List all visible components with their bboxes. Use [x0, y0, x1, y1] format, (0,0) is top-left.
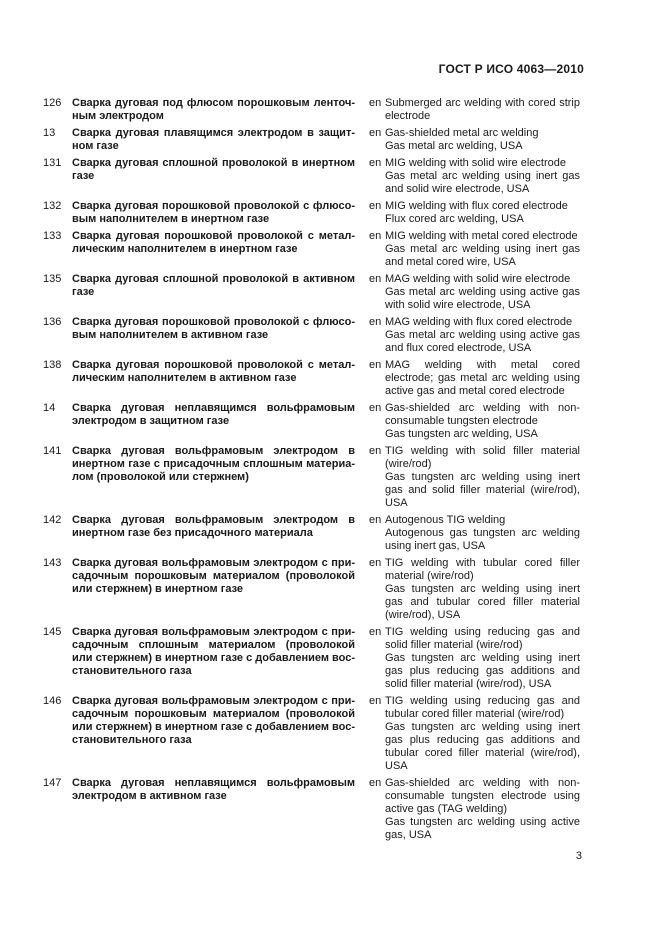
term-en-line: MAG welding with metal cored electrode; gas metal arc welding using active gas and metal cored electrode — [385, 359, 580, 397]
term-en-line: Gas tungsten arc welding using inert gas plus reducing gas additions and tubular cored filler material (wire/rod), USA — [385, 721, 580, 772]
term-en-line: MIG welding with solid wire electrode — [385, 157, 566, 169]
lang-code: en — [369, 97, 382, 109]
term-en-line: Autogenous gas tungsten arc welding using inert gas, USA — [385, 527, 580, 552]
lang-code: en — [369, 273, 382, 285]
term-en-line: Gas metal arc welding using active gas and flux cored electrode, USA — [385, 329, 580, 354]
lang-code: en — [369, 200, 382, 212]
term-number: 138 — [43, 359, 62, 371]
term-ru: Сварка дуговая под флюсом порошковым ленточ-ным электродом — [72, 97, 355, 122]
term-en-line: Gas tungsten arc welding, USA — [385, 428, 538, 440]
term-ru: Сварка дуговая сплошной проволокой в активном газе — [72, 273, 355, 298]
term-en-line: MIG welding with flux cored electrode — [385, 200, 568, 212]
term-number: 136 — [43, 316, 62, 328]
term-entry-146 — [43, 695, 584, 773]
term-ru: Сварка дуговая сплошной проволокой в инертном газе — [72, 157, 355, 182]
term-entry-14 — [43, 402, 584, 441]
term-en-line: MIG welding with metal cored electrode — [385, 230, 578, 242]
term-entry-132 — [43, 200, 584, 226]
term-number: 13 — [43, 127, 56, 139]
term-ru: Сварка дуговая вольфрамовым электродом в инертном газе без присадочного материала — [72, 514, 355, 539]
term-number: 133 — [43, 230, 62, 242]
terms-list — [43, 97, 584, 842]
lang-code: en — [369, 557, 382, 569]
term-entry-143 — [43, 557, 584, 622]
term-entry-13 — [43, 127, 584, 153]
page-number: 3 — [575, 850, 582, 862]
term-en-line: Gas tungsten arc welding using inert gas and tubular cored filler material (wire/rod), USA — [385, 583, 580, 621]
lang-code: en — [369, 157, 382, 169]
lang-code: en — [369, 316, 382, 328]
term-en-line: Gas tungsten arc welding using active gas, USA — [385, 816, 580, 841]
term-en — [385, 316, 580, 355]
term-en-line: Gas metal arc welding using inert gas and solid wire electrode, USA — [385, 170, 580, 195]
term-en — [385, 230, 580, 269]
lang-code: en — [369, 777, 382, 789]
term-en — [385, 200, 580, 226]
term-en-line: MAG welding with flux cored electrode — [385, 316, 573, 328]
term-ru: Сварка дуговая неплавящимся вольфрамовым электродом в активном газе — [72, 777, 355, 802]
lang-code: en — [369, 695, 382, 707]
term-en — [385, 97, 580, 123]
term-ru: Сварка дуговая порошковой проволокой с метал-лическим наполнителем в активном газе — [72, 359, 355, 384]
term-entry-133 — [43, 230, 584, 269]
term-en — [385, 127, 580, 153]
term-entry-131 — [43, 157, 584, 196]
term-number: 14 — [43, 402, 56, 414]
term-number: 132 — [43, 200, 62, 212]
term-en-line: Gas-shielded arc welding with non-consumable tungsten electrode using active gas (TAG welding) — [385, 777, 580, 815]
term-number: 126 — [43, 97, 62, 109]
lang-code: en — [369, 127, 382, 139]
term-entry-142 — [43, 514, 584, 553]
term-ru: Сварка дуговая порошковой проволокой с метал-лическим наполнителем в инертном газе — [72, 230, 355, 255]
term-en-line: TIG welding using reducing gas and solid filler material (wire/rod) — [385, 626, 580, 651]
lang-code: en — [369, 626, 382, 638]
term-number: 143 — [43, 557, 62, 569]
term-entry-147 — [43, 777, 584, 842]
term-ru: Сварка дуговая вольфрамовым электродом с при-садочным порошковым материалом (проволокой или стержнем) в инертном газе с добавлением вос-становительного газа — [72, 695, 355, 746]
term-ru: Сварка дуговая вольфрамовым электродом в инертном газе с присадочным сплошным материа-лом (проволокой или стержнем) — [72, 445, 355, 483]
term-en-line: Gas-shielded arc welding with non-consumable tungsten electrode — [385, 402, 580, 427]
term-number: 141 — [43, 445, 62, 457]
term-en-line: Gas-shielded metal arc welding — [385, 127, 539, 139]
term-en — [385, 626, 580, 691]
term-en-line: Gas metal arc welding, USA — [385, 140, 523, 152]
term-entry-135 — [43, 273, 584, 312]
lang-code: en — [369, 445, 382, 457]
standard-code: ГОСТ Р ИСО 4063—2010 — [438, 62, 584, 76]
term-en — [385, 359, 580, 398]
term-en-line: Gas tungsten arc welding using inert gas and solid filler material (wire/rod), USA — [385, 471, 580, 509]
term-entry-138 — [43, 359, 584, 398]
term-entry-145 — [43, 626, 584, 691]
term-number: 145 — [43, 626, 62, 638]
term-ru: Сварка дуговая неплавящимся вольфрамовым электродом в защитном газе — [72, 402, 355, 427]
term-en — [385, 445, 580, 510]
term-ru: Сварка дуговая вольфрамовым электродом с при-садочным порошковым материалом (проволокой или стержнем) в инертном газе — [72, 557, 355, 595]
term-en — [385, 695, 580, 773]
term-en-line: TIG welding with tubular cored filler material (wire/rod) — [385, 557, 580, 582]
term-en-line: Autogenous TIG welding — [385, 514, 506, 526]
term-en-line: Gas tungsten arc welding using inert gas plus reducing gas additions and solid filler material (wire/rod), USA — [385, 652, 580, 690]
lang-code: en — [369, 359, 382, 371]
term-en-line: MAG welding with solid wire electrode — [385, 273, 571, 285]
term-en-line: TIG welding using reducing gas and tubular cored filler material (wire/rod) — [385, 695, 580, 720]
lang-code: en — [369, 230, 382, 242]
term-number: 146 — [43, 695, 62, 707]
term-en-line: TIG welding with solid filler material (wire/rod) — [385, 445, 580, 470]
term-ru: Сварка дуговая порошковой проволокой с флюсо-вым наполнителем в активном газе — [72, 316, 355, 341]
term-en — [385, 402, 580, 441]
term-en — [385, 777, 580, 842]
term-en-line: Gas metal arc welding using inert gas and metal cored wire, USA — [385, 243, 580, 268]
term-ru: Сварка дуговая плавящимся электродом в защит-ном газе — [72, 127, 355, 152]
term-entry-126 — [43, 97, 584, 123]
term-entry-136 — [43, 316, 584, 355]
term-en-line: Submerged arc welding with cored strip electrode — [385, 97, 580, 122]
term-entry-141 — [43, 445, 584, 510]
term-number: 131 — [43, 157, 62, 169]
term-en-line: Gas metal arc welding using active gas with solid wire electrode, USA — [385, 286, 580, 311]
term-number: 142 — [43, 514, 62, 526]
term-en — [385, 557, 580, 622]
term-en — [385, 514, 580, 553]
term-ru: Сварка дуговая порошковой проволокой с флюсо-вым наполнителем в инертном газе — [72, 200, 355, 225]
term-number: 147 — [43, 777, 62, 789]
term-en — [385, 273, 580, 312]
lang-code: en — [369, 402, 382, 414]
lang-code: en — [369, 514, 382, 526]
term-ru: Сварка дуговая вольфрамовым электродом с при-садочным сплошным материалом (проволокой или стержнем) в инертном газе с добавлением вос-становительного газа — [72, 626, 355, 677]
term-en-line: Flux cored arc welding, USA — [385, 213, 524, 225]
term-number: 135 — [43, 273, 62, 285]
term-en — [385, 157, 580, 196]
